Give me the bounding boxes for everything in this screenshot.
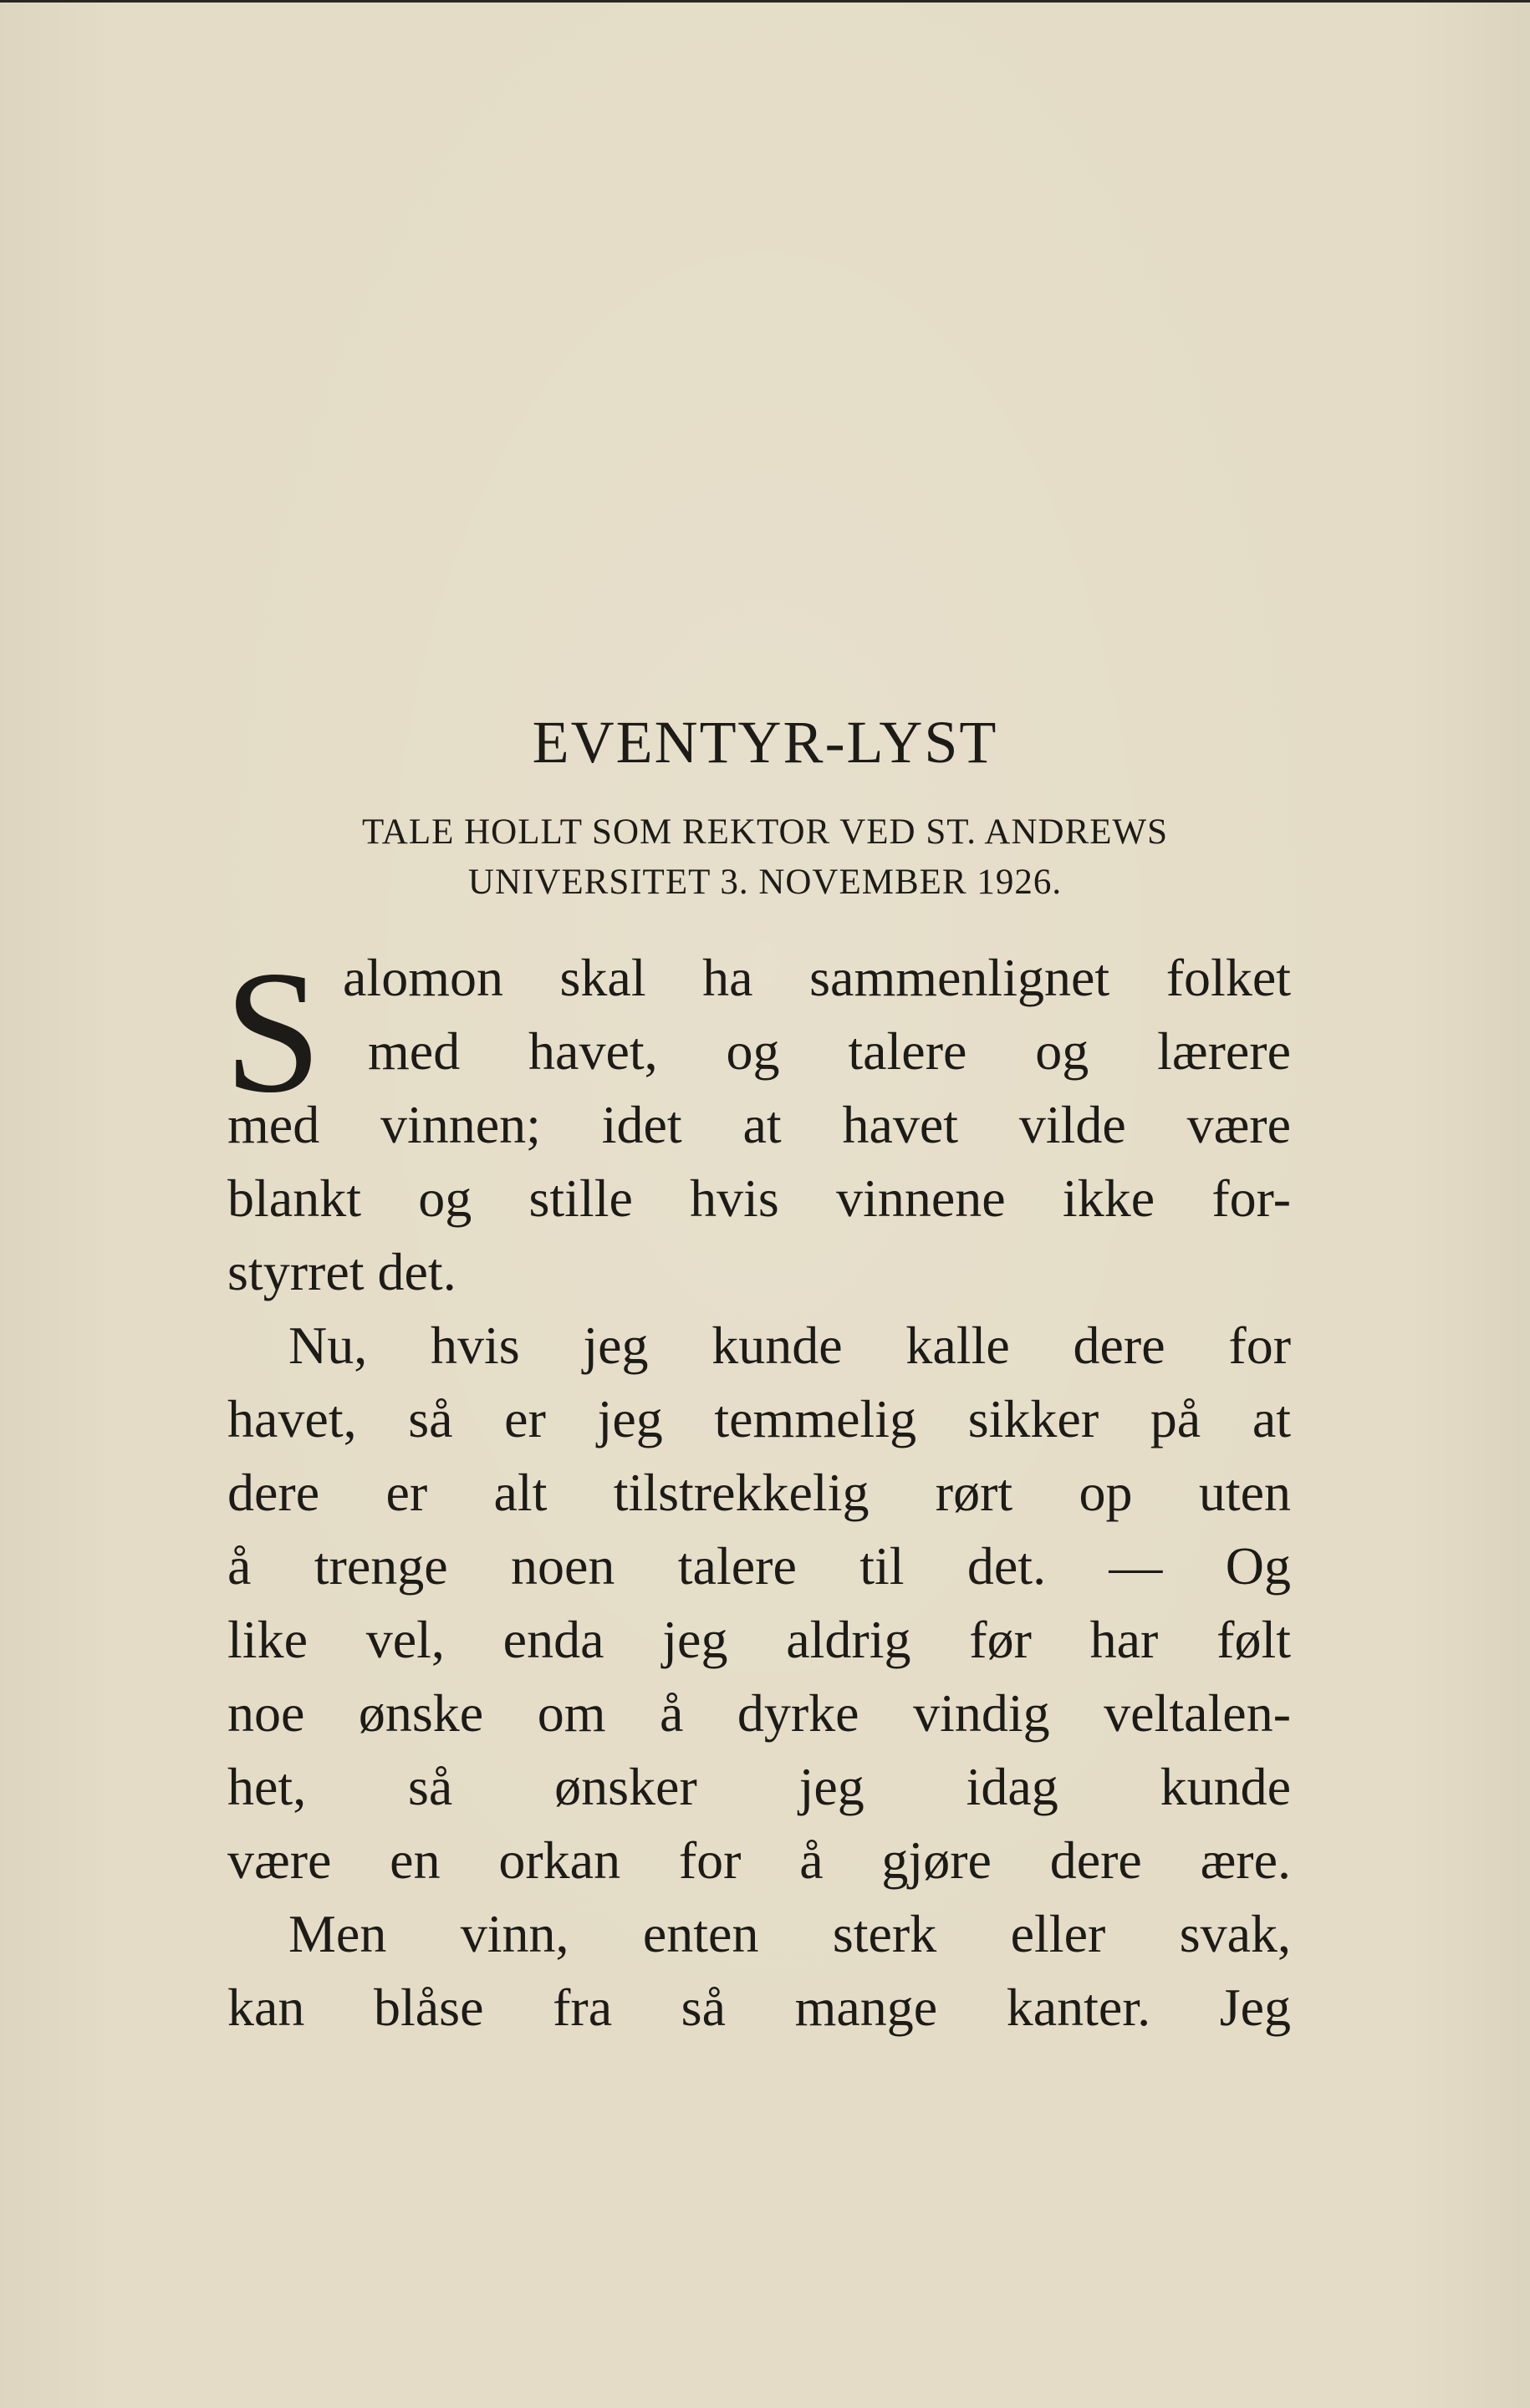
body-line-9: å trenge noen talere til det. — Og: [227, 1536, 1291, 1596]
body-line-8: dere er alt tilstrekkelig rørt op uten: [227, 1463, 1291, 1522]
body-line-3: med vinnen; idet at havet vilde være: [227, 1095, 1291, 1154]
chapter-title: EVENTYR-LYST: [532, 709, 998, 776]
body-line-7: havet, så er jeg temmelig sikker på at: [227, 1389, 1291, 1448]
body-line-14: Men vinn, enten sterk eller svak,: [288, 1904, 1291, 1963]
body-line-13: være en orkan for å gjøre dere ære.: [227, 1830, 1291, 1890]
body-line-2: med havet, og talere og lærere: [368, 1021, 1291, 1081]
body-line-15: kan blåse fra så mange kanter. Jeg: [227, 1978, 1291, 2037]
body-line-1: alomon skal ha sammenlignet folket: [343, 948, 1291, 1007]
body-line-10: like vel, enda jeg aldrig før har følt: [227, 1610, 1291, 1669]
subtitle-line-1: TALE HOLLT SOM REKTOR VED ST. ANDREWS: [361, 812, 1169, 852]
subtitle-line-2: UNIVERSITET 3. NOVEMBER 1926.: [467, 863, 1063, 902]
body-line-6: Nu, hvis jeg kunde kalle dere for: [288, 1316, 1291, 1375]
body-line-12: het, så ønsker jeg idag kunde: [227, 1757, 1291, 1816]
body-line-4: blankt og stille hvis vinnene ikke for-: [227, 1168, 1291, 1228]
drop-cap: S: [224, 935, 322, 1129]
body-line-11: noe ønske om å dyrke vindig veltalen-: [227, 1683, 1291, 1743]
body-line-5: styrret det.: [227, 1242, 456, 1301]
top-edge-rule: [0, 0, 1530, 3]
